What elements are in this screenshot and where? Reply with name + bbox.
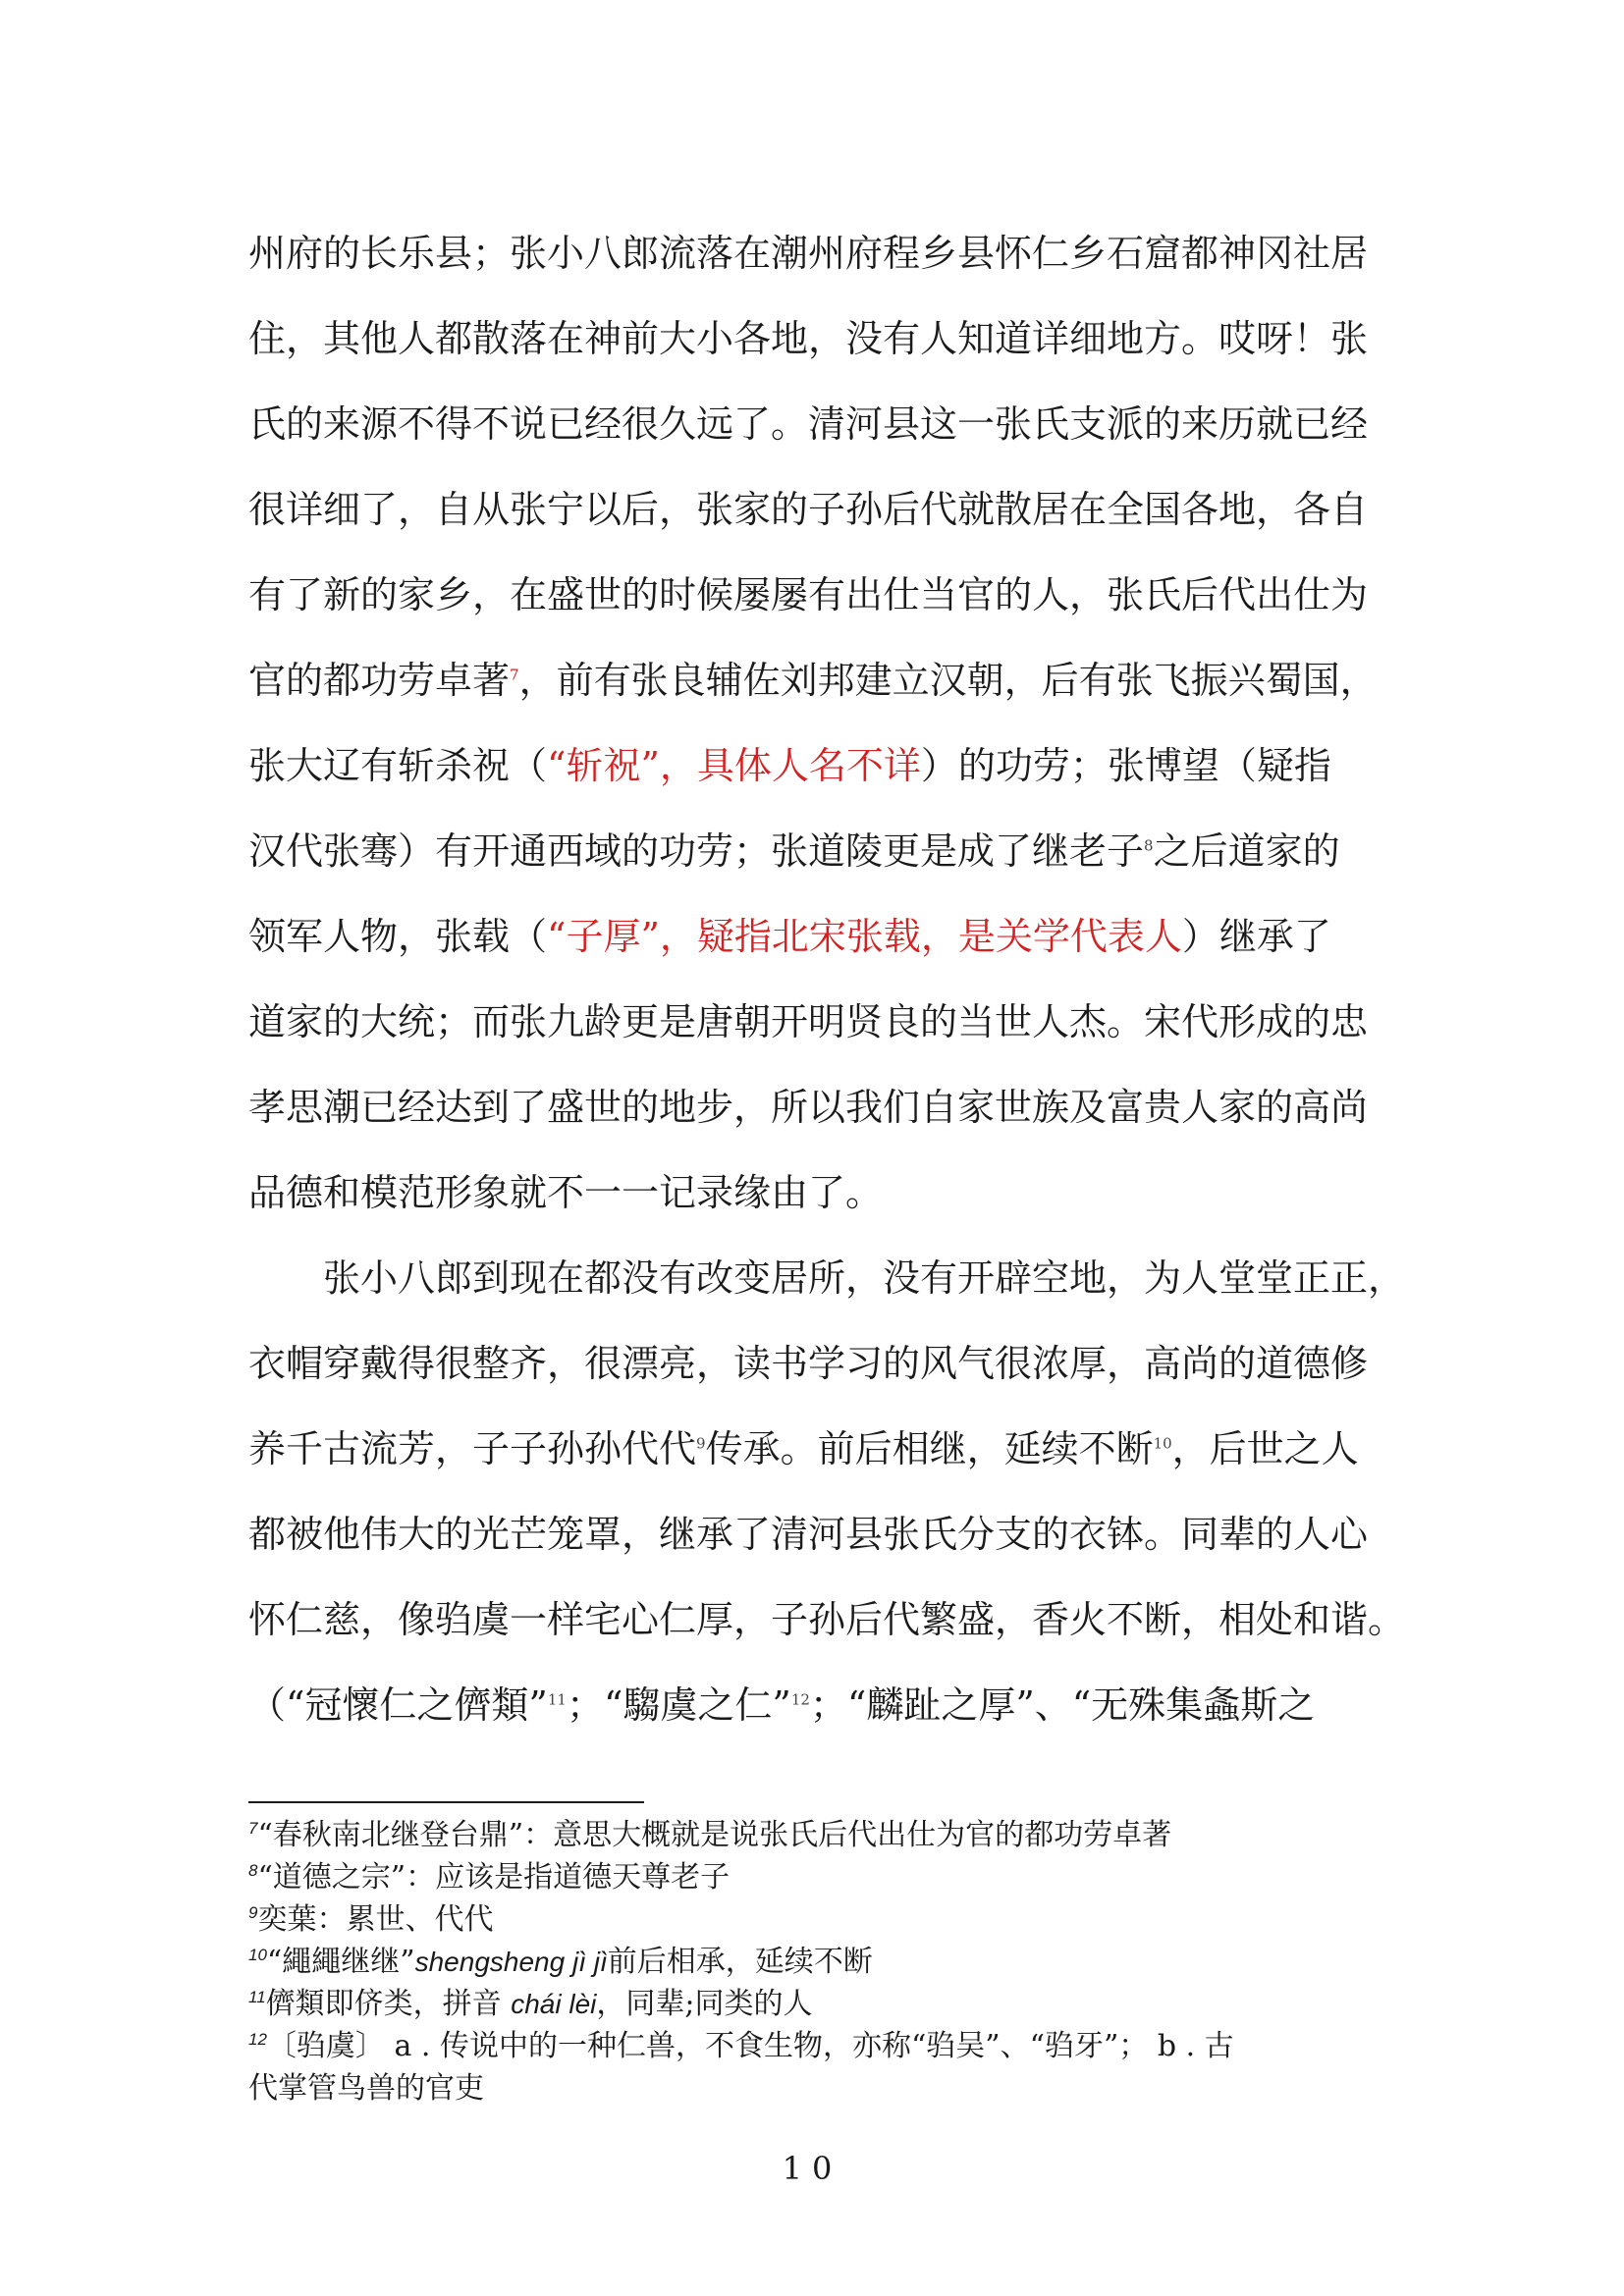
- text-line: [248, 894, 1387, 980]
- footnote-ref: 7: [510, 666, 519, 684]
- text-segment: 之后道家的: [1153, 829, 1340, 873]
- text-segment: 传承。前后相继，延续不断: [705, 1427, 1154, 1470]
- text-line: 怀仁慈，像驺虞一样宅心仁厚，子孙后代繁盛，香火不断，相处和谐。: [248, 1598, 1406, 1641]
- footnote-number: 11: [248, 1988, 266, 2006]
- text-segment: ；“騶虞之仁”: [566, 1683, 791, 1727]
- text-line: 都被他伟大的光芒笼罩，继承了清河县张氏分支的衣钵。同辈的人心: [248, 1513, 1369, 1556]
- footnote-text: “春秋南北继登台鼎”：意思大概就是说张氏后代出仕为官的都功劳卓著: [257, 1818, 1172, 1852]
- text-segment: ）的功劳；张博望（疑指: [920, 744, 1331, 787]
- text-line: [248, 1663, 1387, 1748]
- text-line: 有了新的家乡，在盛世的时候屡屡有出仕当官的人，张氏后代出仕为: [248, 573, 1369, 616]
- text-line: 孝思潮已经达到了盛世的地步，所以我们自家世族及富贵人家的高尚: [248, 1086, 1369, 1129]
- text-segment: 汉代张骞）有开通西域的功劳；张道陵更是成了继老子: [248, 829, 1145, 873]
- footnote: [248, 2025, 1387, 2067]
- text-segment: ；“麟趾之厚”、“无殊集螽斯之: [809, 1683, 1316, 1727]
- footnote-text: 前后相承，延续不断: [607, 1945, 873, 1979]
- footnote-text: “道德之宗”：应该是指道德天尊老子: [257, 1860, 731, 1895]
- text-line: [248, 638, 1387, 723]
- footnote-continuation: 代掌管鸟兽的官吏: [248, 2071, 484, 2106]
- text-segment: 领军人物，张载（: [248, 915, 548, 958]
- pinyin: shengsheng jì jì: [414, 1947, 608, 1977]
- footnotes: [248, 1814, 1387, 2109]
- text-line: [248, 1407, 1387, 1492]
- text-segment: 官的都功劳卓著: [248, 659, 511, 702]
- footnote: [248, 1814, 1387, 1856]
- text-line: 张小八郎到现在都没有改变居所，没有开辟空地，为人堂堂正正，: [323, 1256, 1406, 1300]
- text-line: [248, 809, 1387, 894]
- footnote-separator: [248, 1801, 644, 1803]
- text-line: 品德和模范形象就不一一记录缘由了。: [248, 1171, 884, 1214]
- text-line: 住，其他人都散落在神前大小各地，没有人知道详细地方。哎呀！张: [248, 317, 1369, 360]
- text-segment: ，后世之人: [1171, 1427, 1359, 1470]
- text-line: 道家的大统；而张九龄更是唐朝开明贤良的当世人杰。宋代形成的忠: [248, 1000, 1369, 1043]
- main-text: [248, 211, 1406, 1748]
- text-line: [248, 723, 1387, 809]
- footnote: [248, 1941, 1387, 1983]
- footnote: [248, 1856, 1387, 1898]
- footnote: [248, 1983, 1387, 2025]
- footnote: [248, 1898, 1387, 1941]
- footnote-ref: 10: [1153, 1434, 1172, 1453]
- footnote-ref: 8: [1144, 836, 1154, 855]
- footnote-text: 〔驺虞〕 a . 传说中的一种仁兽，不食生物，亦称“驺吴”、“驺牙”； b . 古: [266, 2029, 1234, 2063]
- page-number: 10: [782, 2150, 842, 2187]
- footnote-ref: 9: [696, 1434, 706, 1453]
- text-segment: 养千古流芳，子子孙孙代代: [248, 1427, 697, 1470]
- footnote-number: 7: [248, 1819, 258, 1838]
- footnote-number: 12: [248, 2030, 267, 2049]
- text-line: 很详细了，自从张宁以后，张家的子孙后代就散居在全国各地，各自: [248, 488, 1369, 531]
- footnote-text: 儕類即侪类，拼音: [265, 1987, 512, 2021]
- footnote-text: ，同辈;同类的人: [596, 1987, 813, 2021]
- footnote-number: 8: [248, 1861, 258, 1880]
- text-line: 氏的来源不得不说已经很久远了。清河县这一张氏支派的来历就已经: [248, 402, 1369, 446]
- text-segment: （“冠懷仁之儕類”: [248, 1683, 548, 1727]
- footnote-text: 奕葉：累世、代代: [257, 1902, 494, 1937]
- footnote-ref: 12: [790, 1690, 810, 1709]
- text-segment: ，前有张良辅佐刘邦建立汉朝，后有张飞振兴蜀国，: [518, 659, 1378, 702]
- text-segment: 张大辽有斩杀祝（: [248, 744, 548, 787]
- text-segment: ）继承了: [1181, 915, 1331, 958]
- footnote-ref: 11: [547, 1690, 567, 1709]
- text-line: 衣帽穿戴得很整齐，很漂亮，读书学习的风气很浓厚，高尚的道德修: [248, 1342, 1369, 1385]
- text-line: 州府的长乐县；张小八郎流落在潮州府程乡县怀仁乡石窟都神冈社居: [248, 232, 1369, 275]
- footnote-text: “繩繩继继”: [266, 1945, 415, 1979]
- pinyin: chái lèi: [511, 1989, 597, 2019]
- red-annotation: “斩祝”，具体人名不详: [547, 744, 921, 787]
- footnote-number: 10: [248, 1946, 267, 1964]
- footnote-number: 9: [248, 1903, 258, 1922]
- red-annotation: “子厚”，疑指北宋张载，是关学代表人: [547, 915, 1182, 958]
